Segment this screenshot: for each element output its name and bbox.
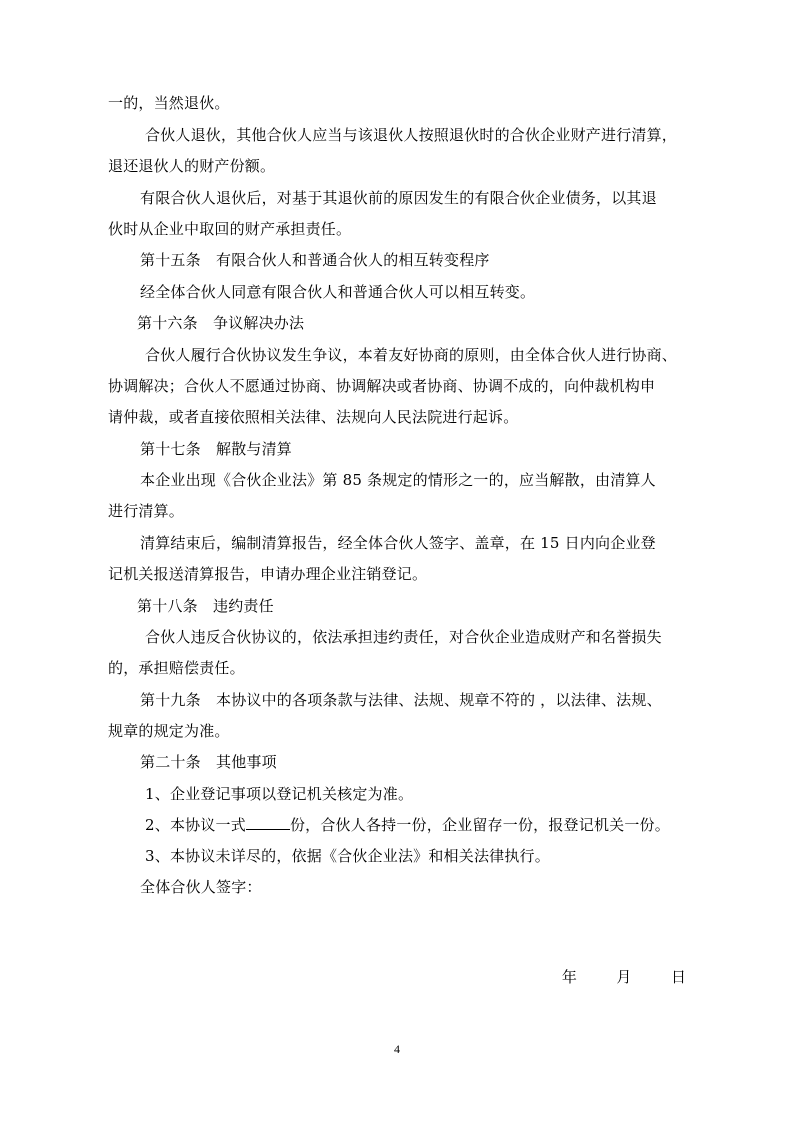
paragraph-line: 一的，当然退伙。 [108, 94, 230, 112]
paragraph-line: 有限合伙人退伙后，对基于其退伙前的原因发生的有限合伙企业债务，以其退 [140, 189, 657, 207]
paragraph-line: 合伙人履行合伙协议发生争议，本着友好协商的原则，由全体合伙人进行协商、 [145, 346, 678, 364]
article-heading: 第十九条 本协议中的各项条款与法律、法规、规章不符的 ，以法律、法规、 [140, 691, 662, 709]
paragraph-line: 伙时从企业中取回的财产承担责任。 [108, 220, 352, 238]
date-year: 年 [561, 968, 577, 986]
list-item: 1、企业登记事项以登记机关核定为准。 [145, 785, 414, 803]
paragraph-line: 规章的规定为准。 [108, 722, 230, 740]
list-item: 3、本协议未详尽的，依据《合伙企业法》和相关法律执行。 [145, 847, 550, 865]
article-heading: 第二十条 其他事项 [140, 753, 277, 771]
paragraph-line: 本企业出现《合伙企业法》第 85 条规定的情形之一的，应当解散，由清算人 [140, 471, 656, 489]
paragraph-line: 协调解决；合伙人不愿通过协商、协调解决或者协商、协调不成的，向仲裁机构申 [108, 377, 656, 395]
article-heading: 第十七条 解散与清算 [140, 440, 293, 458]
paragraph-line: 记机关报送清算报告，申请办理企业注销登记。 [108, 565, 428, 583]
list-item-text: 份，合伙人各持一份，企业留存一份，报登记机关一份。 [289, 816, 670, 834]
paragraph-line: 退还退伙人的财产份额。 [108, 157, 276, 175]
date-line [562, 967, 686, 987]
list-item-text: 2、本协议一式 [145, 816, 246, 834]
article-heading: 第十六条 争议解决办法 [137, 314, 305, 332]
paragraph-line: 的，承担赔偿责任。 [108, 659, 245, 677]
paragraph-line: 经全体合伙人同意有限合伙人和普通合伙人可以相互转变。 [140, 283, 536, 301]
paragraph-line: 合伙人退伙，其他合伙人应当与该退伙人按照退伙时的合伙企业财产进行清算， [145, 126, 678, 144]
signature-label: 全体合伙人签字： [140, 878, 262, 896]
page-number: 4 [394, 1042, 400, 1056]
date-month: 月 [616, 968, 632, 986]
list-item [145, 815, 670, 835]
paragraph-line: 进行清算。 [108, 502, 185, 520]
article-heading: 第十八条 违约责任 [137, 597, 274, 615]
paragraph-line: 清算结束后，编制清算报告，经全体合伙人签字、盖章，在 15 日内向企业登 [140, 534, 656, 552]
fill-in-blank[interactable] [246, 815, 290, 830]
paragraph-line: 合伙人违反合伙协议的，依法承担违约责任，对合伙企业造成财产和名誉损失 [145, 628, 662, 646]
date-day: 日 [670, 968, 686, 986]
article-heading: 第十五条 有限合伙人和普通合伙人的相互转变程序 [140, 251, 490, 269]
paragraph-line: 请仲裁，或者直接依照相关法律、法规向人民法院进行起诉。 [108, 408, 519, 426]
